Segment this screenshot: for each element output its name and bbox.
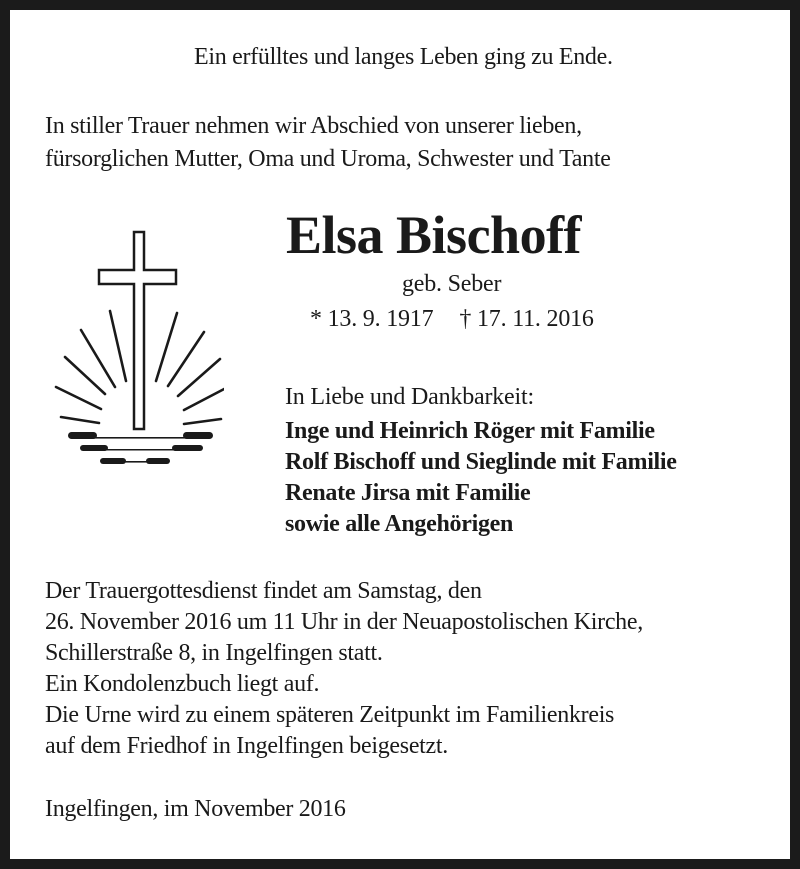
mourner-entry: Rolf Bischoff und Sieglinde mit Familie — [285, 449, 677, 475]
mourning-line: fürsorglichen Mutter, Oma und Uroma, Schwester und Tante — [45, 146, 611, 172]
service-line: Ein Kondolenzbuch liegt auf. — [45, 671, 320, 697]
service-line: 26. November 2016 um 11 Uhr in der Neuapostolischen Kirche, — [45, 609, 643, 635]
cross-with-sunrays-icon — [44, 218, 224, 468]
mourning-line: In stiller Trauer nehmen wir Abschied von unserer lieben, — [45, 113, 582, 139]
service-line: Der Trauergottesdienst findet am Samstag, den — [45, 578, 482, 604]
mourner-entry: Renate Jirsa mit Familie — [285, 480, 531, 506]
life-dates — [310, 306, 594, 333]
death-date: † 17. 11. 2016 — [459, 306, 594, 332]
birth-date: * 13. 9. 1917 — [310, 306, 434, 332]
service-line: auf dem Friedhof in Ingelfingen beigesetzt. — [45, 733, 448, 759]
maiden-name: geb. Seber — [402, 271, 502, 297]
gratitude-heading: In Liebe und Dankbarkeit: — [285, 384, 534, 410]
service-line: Schillerstraße 8, in Ingelfingen statt. — [45, 640, 383, 666]
place-and-date: Ingelfingen, im November 2016 — [45, 796, 346, 822]
service-line: Die Urne wird zu einem späteren Zeitpunkt im Familienkreis — [45, 702, 615, 728]
deceased-name: Elsa Bischoff — [286, 205, 582, 265]
mourners-list — [285, 416, 677, 540]
mourning-text — [45, 110, 611, 176]
obituary-notice — [10, 10, 790, 859]
mourner-entry: sowie alle Angehörigen — [285, 511, 514, 537]
service-details — [45, 576, 643, 762]
intro-line: Ein erfülltes und langes Leben ging zu Ende. — [194, 44, 613, 70]
mourner-entry: Inge und Heinrich Röger mit Familie — [285, 418, 655, 444]
